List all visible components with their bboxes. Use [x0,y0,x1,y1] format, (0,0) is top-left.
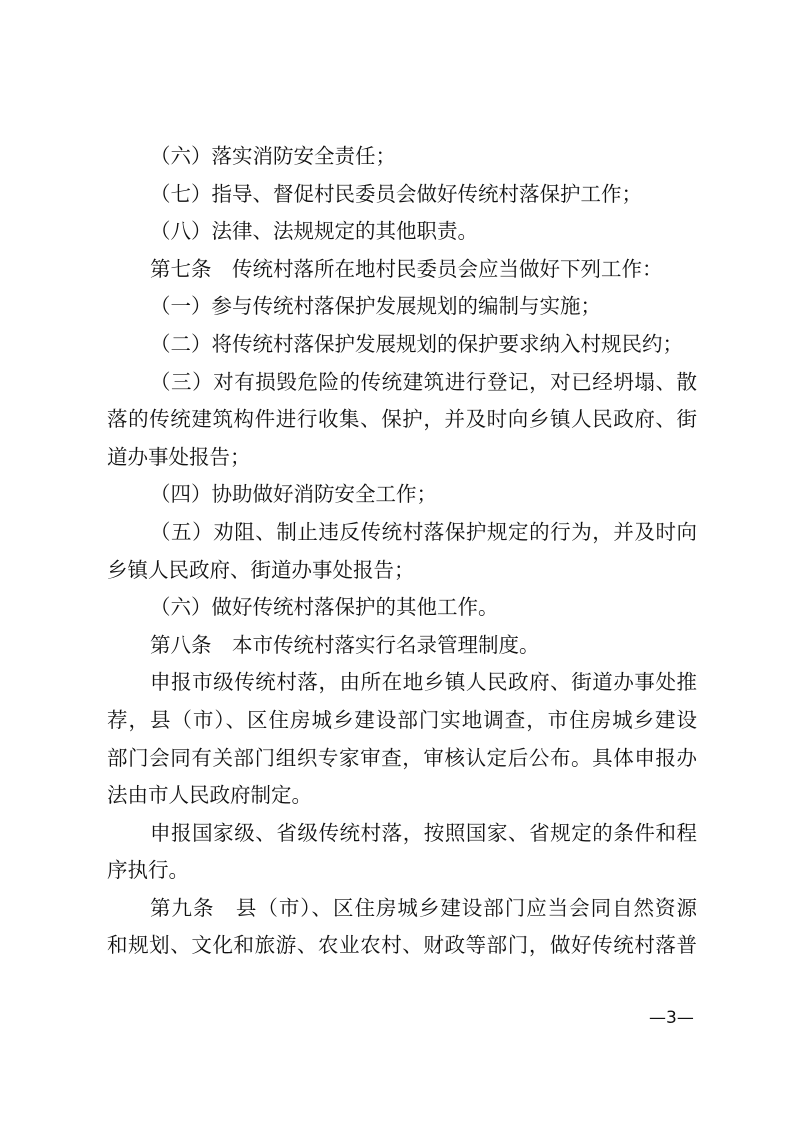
text-line: （六）落实消防安全责任； [150,144,396,168]
text-line: 荐，县（市）、区住房城乡建设部门实地调查，市住房城乡建设 [107,707,697,732]
text-line: （六）做好传统村落保护的其他工作。 [150,595,499,620]
text-line: 第八条 本市传统村落实行名录管理制度。 [150,632,540,657]
text-line: （二）将传统村落保护发展规划的保护要求纳入村规民约； [150,331,683,356]
text-line: 落的传统建筑构件进行收集、保护，并及时向乡镇人民政府、街 [107,407,697,432]
text-line: 部门会同有关部门组织专家审查，审核认定后公布。具体申报办 [107,745,697,770]
text-line: （四）协助做好消防安全工作； [150,482,437,507]
text-line: 和规划、文化和旅游、农业农村、财政等部门，做好传统村落普 [107,933,697,958]
text-line: （五）劝阻、制止违反传统村落保护规定的行为，并及时向 [150,519,697,544]
document-body [107,138,697,965]
text-line: 第九条 县（市）、区住房城乡建设部门应当会同自然资源 [150,895,697,920]
text-line: （三）对有损毁危险的传统建筑进行登记，对已经坍塌、散 [150,369,697,394]
text-line: （八）法律、法规规定的其他职责。 [150,219,478,244]
text-line: 第七条 传统村落所在地村民委员会应当做好下列工作： [150,256,663,281]
text-line: （七）指导、督促村民委员会做好传统村落保护工作； [150,181,642,206]
text-line: 申报市级传统村落，由所在地乡镇人民政府、街道办事处推 [150,670,697,695]
text-line: （一）参与传统村落保护发展规划的编制与实施； [150,294,601,319]
text-line: 法由市人民政府制定。 [107,783,312,808]
page-number: —3— [649,1008,694,1028]
text-line: 乡镇人民政府、街道办事处报告； [107,557,415,582]
text-line: 序执行。 [107,858,189,883]
text-line: 申报国家级、省级传统村落，按照国家、省规定的条件和程 [150,820,697,845]
text-line: 道办事处报告； [107,444,251,469]
